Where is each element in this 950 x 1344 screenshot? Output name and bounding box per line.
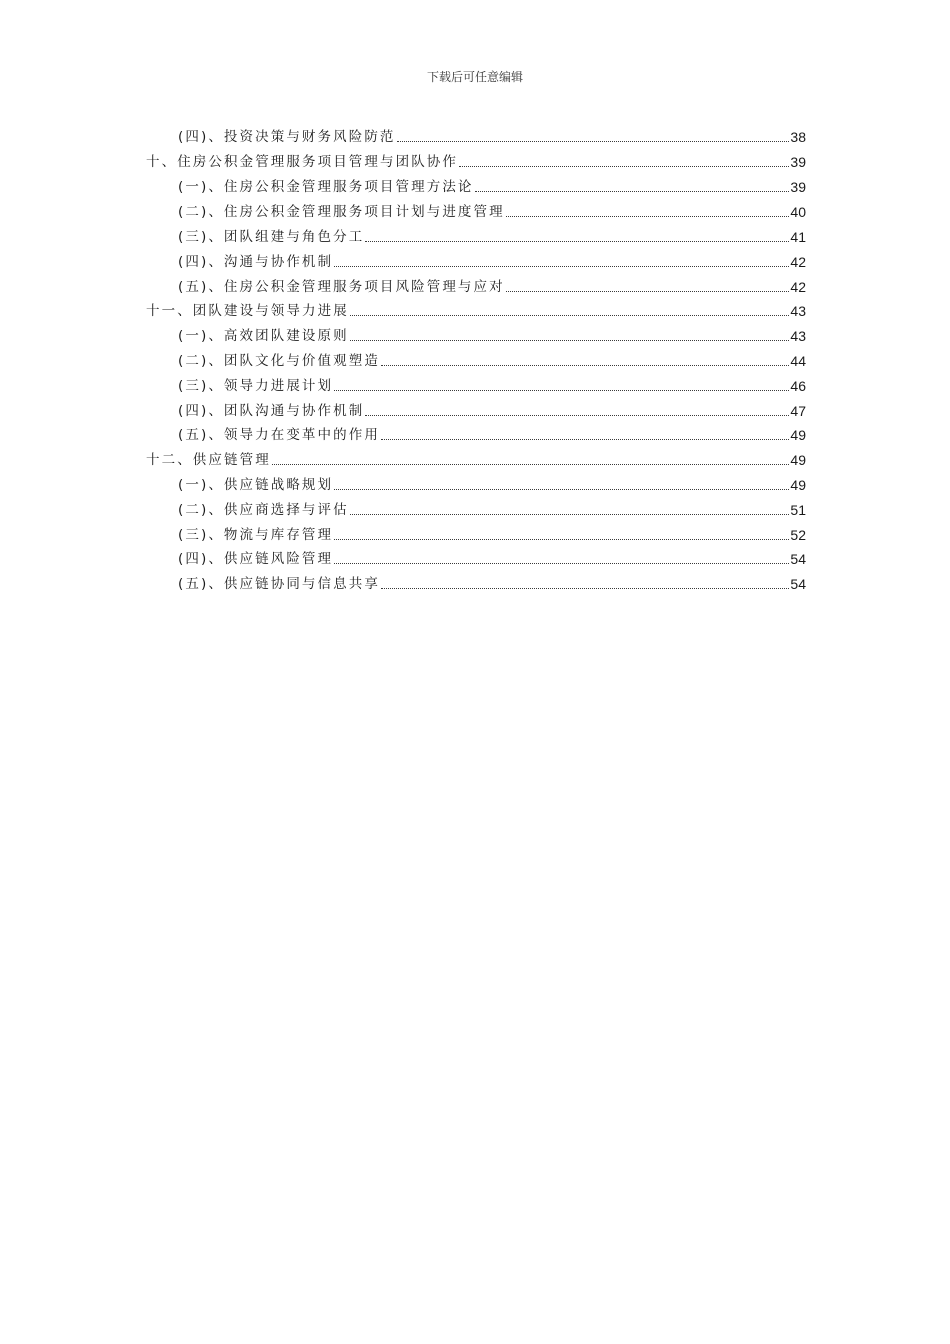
toc-dot-leader <box>334 539 789 540</box>
toc-entry[interactable] <box>178 350 806 372</box>
toc-entry[interactable] <box>178 325 806 347</box>
toc-entry-title: (五)、住房公积金管理服务项目风险管理与应对 <box>178 279 505 295</box>
toc-entry-page: 49 <box>790 477 806 493</box>
toc-entry-title: (四)、供应链风险管理 <box>178 551 334 567</box>
toc-entry[interactable] <box>178 548 806 570</box>
toc-dot-leader <box>381 365 789 366</box>
toc-entry-page: 43 <box>790 328 806 344</box>
toc-entry-title: (四)、团队沟通与协作机制 <box>178 403 365 419</box>
toc-entry-page: 44 <box>790 353 806 369</box>
toc-entry[interactable] <box>178 424 806 446</box>
toc-dot-leader <box>506 216 790 217</box>
toc-entry-title: (二)、供应商选择与评估 <box>178 502 349 518</box>
toc-entry-title: (五)、领导力在变革中的作用 <box>178 427 380 443</box>
toc-dot-leader <box>506 291 790 292</box>
toc-dot-leader <box>334 390 789 391</box>
toc-entry[interactable] <box>178 474 806 496</box>
toc-dot-leader <box>334 489 789 490</box>
toc-entry[interactable] <box>146 449 806 471</box>
toc-entry[interactable] <box>178 176 806 198</box>
toc-entry-page: 40 <box>790 204 806 220</box>
toc-dot-leader <box>350 514 790 515</box>
toc-entry-page: 42 <box>790 279 806 295</box>
toc-entry-title: (二)、团队文化与价值观塑造 <box>178 353 380 369</box>
toc-entry-page: 41 <box>790 229 806 245</box>
toc-entry-page: 46 <box>790 378 806 394</box>
toc-dot-leader <box>350 340 790 341</box>
toc-entry-title: (一)、高效团队建设原则 <box>178 328 349 344</box>
toc-entry-page: 51 <box>790 502 806 518</box>
toc-entry[interactable] <box>178 226 806 248</box>
toc-entry-page: 54 <box>790 551 806 567</box>
toc-entry[interactable] <box>146 300 806 322</box>
toc-entry[interactable] <box>178 573 806 595</box>
toc-dot-leader <box>381 588 789 589</box>
toc-entry[interactable] <box>178 276 806 298</box>
toc-entry-page: 38 <box>790 129 806 145</box>
toc-entry[interactable] <box>178 499 806 521</box>
toc-entry[interactable] <box>178 201 806 223</box>
toc-entry-title: (一)、住房公积金管理服务项目管理方法论 <box>178 179 474 195</box>
toc-entry-title: 十二、供应链管理 <box>146 452 271 468</box>
toc-entry-title: (五)、供应链协同与信息共享 <box>178 576 380 592</box>
toc-entry-title: 十、住房公积金管理服务项目管理与团队协作 <box>146 154 458 170</box>
toc-entry-title: (三)、团队组建与角色分工 <box>178 229 365 245</box>
toc-dot-leader <box>397 141 790 142</box>
toc-dot-leader <box>334 266 789 267</box>
toc-entry-page: 42 <box>790 254 806 270</box>
toc-entry[interactable] <box>178 375 806 397</box>
toc-entry[interactable] <box>146 151 806 173</box>
toc-entry-title: (一)、供应链战略规划 <box>178 477 334 493</box>
toc-dot-leader <box>365 241 789 242</box>
toc-entry-page: 52 <box>790 527 806 543</box>
toc-entry-title: (三)、领导力进展计划 <box>178 378 334 394</box>
toc-entry-page: 47 <box>790 403 806 419</box>
toc-entry-title: (四)、沟通与协作机制 <box>178 254 334 270</box>
toc-entry-page: 39 <box>790 154 806 170</box>
toc-entry-title: (四)、投资决策与财务风险防范 <box>178 129 396 145</box>
toc-entry[interactable] <box>178 524 806 546</box>
toc-dot-leader <box>365 415 789 416</box>
toc-dot-leader <box>272 464 790 465</box>
toc-dot-leader <box>475 191 790 192</box>
toc-entry-page: 49 <box>790 452 806 468</box>
toc-entry[interactable] <box>178 126 806 148</box>
toc-entry-title: (二)、住房公积金管理服务项目计划与进度管理 <box>178 204 505 220</box>
toc-entry[interactable] <box>178 400 806 422</box>
toc-entry-title: 十一、团队建设与领导力进展 <box>146 303 349 319</box>
toc-dot-leader <box>381 439 789 440</box>
page-header: 下载后可任意编辑 <box>426 70 523 84</box>
toc-entry-title: (三)、物流与库存管理 <box>178 527 334 543</box>
toc-entry-page: 49 <box>790 427 806 443</box>
toc-entry-page: 39 <box>790 179 806 195</box>
toc-dot-leader <box>459 166 789 167</box>
toc-entry-page: 43 <box>790 303 806 319</box>
toc-entry[interactable] <box>178 251 806 273</box>
toc-entry-page: 54 <box>790 576 806 592</box>
toc-dot-leader <box>350 315 790 316</box>
toc-dot-leader <box>334 563 789 564</box>
